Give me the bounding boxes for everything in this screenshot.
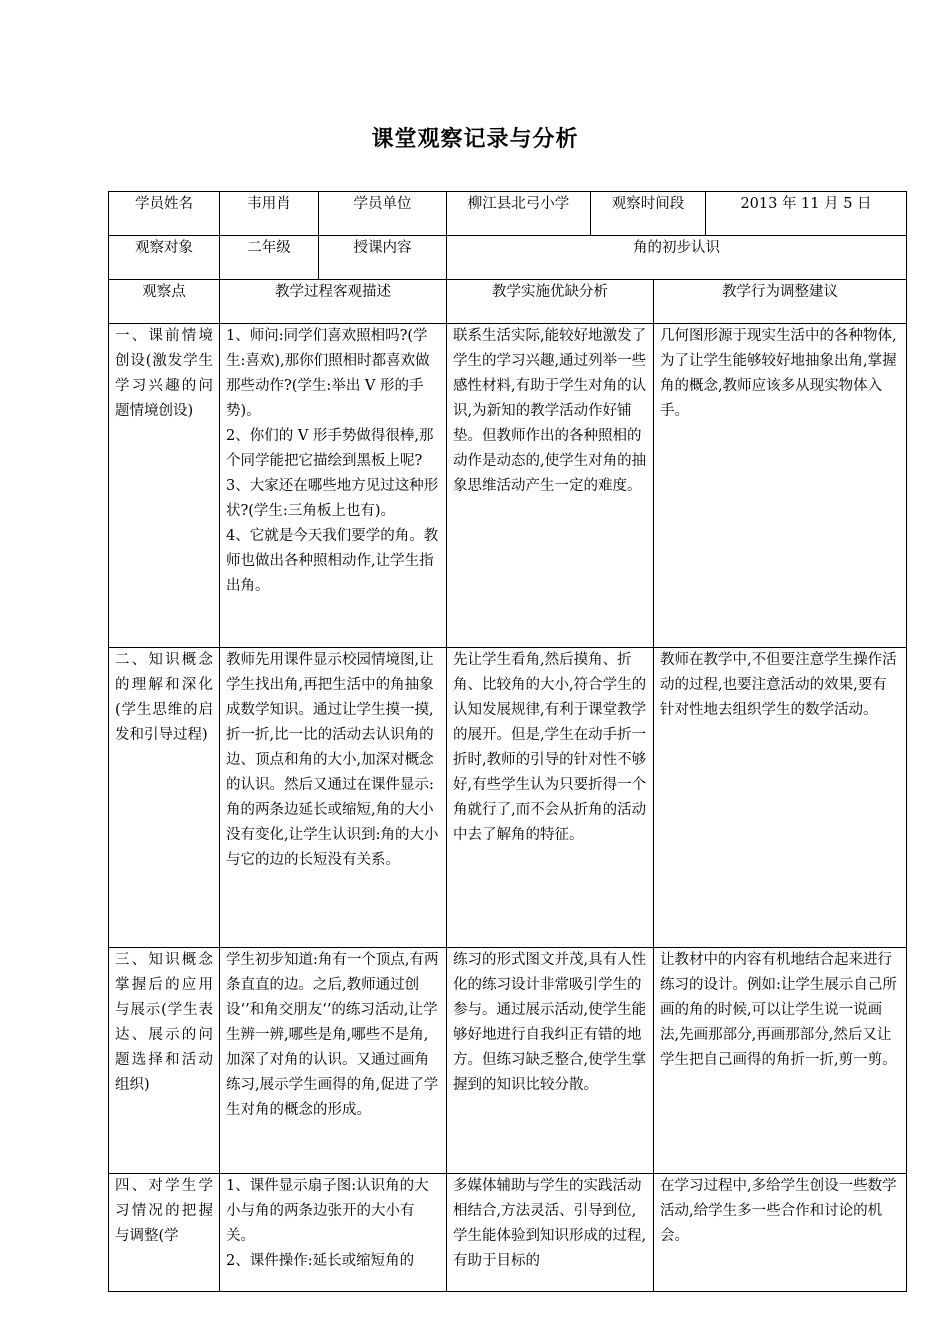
point-cell: 四、对学生学习情况的把握与调整(学 bbox=[109, 1174, 220, 1292]
content-label: 授课内容 bbox=[319, 236, 447, 280]
process-line: 4、它就是今天我们要学的角。教师也做出各种照相动作,让学生指出角。 bbox=[226, 528, 439, 594]
header-process: 教学过程客观描述 bbox=[220, 280, 447, 324]
process-cell bbox=[220, 1174, 447, 1292]
header-point: 观察点 bbox=[109, 280, 220, 324]
table-row bbox=[109, 324, 907, 648]
suggestion-cell: 几何图形源于现实生活中的各种物体,为了让学生能够较好地抽象出角,掌握角的概念,教师应该多从现实物体入手。 bbox=[654, 324, 907, 648]
observation-table bbox=[108, 191, 907, 1292]
table-row bbox=[109, 648, 907, 948]
process-cell bbox=[220, 648, 447, 948]
suggestion-cell: 让教材中的内容有机地结合起来进行练习的设计。例如:让学生展示自己所画的角的时候,可以让学生说一说画法,先画那部分,再画那部分,然后又让学生把自己画得的角折一折,剪一剪。 bbox=[654, 948, 907, 1174]
suggestion-cell: 在学习过程中,多给学生创设一些数学活动,给学生多一些合作和讨论的机会。 bbox=[654, 1174, 907, 1292]
content-value: 角的初步认识 bbox=[447, 236, 907, 280]
process-line: 2、你们的 V 形手势做得很棒,那个同学能把它描绘到黑板上呢? bbox=[226, 428, 434, 469]
table-row bbox=[109, 1174, 907, 1292]
header-analysis: 教学实施优缺分析 bbox=[447, 280, 654, 324]
point-cell: 一、课前情境创设(激发学生学习兴趣的问题情境创设) bbox=[109, 324, 220, 648]
object-value: 二年级 bbox=[220, 236, 319, 280]
analysis-cell: 多媒体辅助与学生的实践活动相结合,方法灵活、引导到位,学生能体验到知识形成的过程,有助于目标的 bbox=[447, 1174, 654, 1292]
info-row-1 bbox=[109, 192, 907, 236]
name-value: 韦用肖 bbox=[220, 192, 319, 236]
process-line: 教师先用课件显示校园情境图,让学生找出角,再把生活中的角抽象成数学知识。通过让学生摸一摸,折一折,比一比的活动去认识角的边、顶点和角的大小,加深对概念的认识。然后又通过在课件显示:角的两条边延长或缩短,角的大小没有变化,让学生认识到:角的大小与它的边的长短没有关系。 bbox=[226, 652, 439, 868]
point-cell: 三、知识概念掌握后的应用与展示(学生表达、展示的问题选择和活动组织) bbox=[109, 948, 220, 1174]
process-line: 学生初步知道:角有一个顶点,有两条直直的边。之后,教师通过创设‘’和角交朋友‘’的练习活动,让学生辨一辨,哪些是角,哪些不是角,加深了对角的认识。又通过画角练习,展示学生画得的角,促进了学生对角的概念的形成。 bbox=[226, 952, 439, 1118]
time-value: 2013 年 11 月 5 日 bbox=[706, 192, 907, 236]
point-cell: 二、知识概念的理解和深化(学生思维的启发和引导过程) bbox=[109, 648, 220, 948]
process-line: 1、师问:同学们喜欢照相吗?(学生:喜欢),那你们照相时都喜欢做那些动作?(学生:举出 V 形的手势)。 bbox=[226, 328, 430, 419]
process-line: 1、课件显示扇子图:认识角的大小与角的两条边张开的大小有关。 bbox=[226, 1178, 429, 1244]
analysis-cell: 联系生活实际,能较好地激发了学生的学习兴趣,通过列举一些感性材料,有助于学生对角的认识,为新知的教学活动作好铺垫。但教师作出的各种照相的动作是动态的,使学生对角的抽象思维活动产生一定的难度。 bbox=[447, 324, 654, 648]
time-label: 观察时间段 bbox=[591, 192, 706, 236]
analysis-cell: 练习的形式图文并茂,具有人性化的练习设计非常吸引学生的参与。通过展示活动,使学生能够好地进行自我纠正有错的地方。但练习缺乏整合,使学生掌握到的知识比较分散。 bbox=[447, 948, 654, 1174]
column-header-row bbox=[109, 280, 907, 324]
page-title: 课堂观察记录与分析 bbox=[371, 127, 579, 152]
process-line: 3、大家还在哪些地方见过这种形状?(学生:三角板上也有)。 bbox=[226, 478, 439, 519]
header-suggestion: 教学行为调整建议 bbox=[654, 280, 907, 324]
name-label: 学员姓名 bbox=[109, 192, 220, 236]
analysis-cell: 先让学生看角,然后摸角、折角、比较角的大小,符合学生的认知发展规律,有利于课堂教学的展开。但是,学生在动手折一折时,教师的引导的针对性不够好,有些学生认为只要折得一个角就行了,而不会从折角的活动中去了解角的特征。 bbox=[447, 648, 654, 948]
process-line: 2、课件操作:延长或缩短角的 bbox=[226, 1253, 415, 1269]
process-cell bbox=[220, 948, 447, 1174]
unit-label: 学员单位 bbox=[319, 192, 447, 236]
object-label: 观察对象 bbox=[109, 236, 220, 280]
suggestion-cell: 教师在教学中,不但要注意学生操作活动的过程,也要注意活动的效果,要有针对性地去组织学生的数学活动。 bbox=[654, 648, 907, 948]
unit-value: 柳江县北弓小学 bbox=[447, 192, 591, 236]
info-row-2 bbox=[109, 236, 907, 280]
table-row bbox=[109, 948, 907, 1174]
process-cell bbox=[220, 324, 447, 648]
